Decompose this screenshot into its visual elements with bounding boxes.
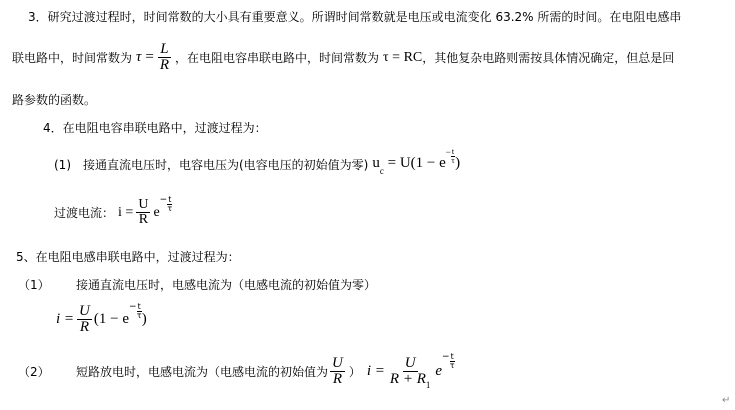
exp-minus: − xyxy=(442,352,450,362)
fraction-denominator: R xyxy=(332,371,343,387)
section4-heading: 4．在电阻电容串联电路中，过渡过程为： xyxy=(43,121,267,135)
uc-subscript: c xyxy=(379,166,384,176)
fraction-numerator: U xyxy=(79,303,90,319)
r1-subscript: 1 xyxy=(425,380,431,390)
exp-minus: − xyxy=(129,302,137,312)
item2-close: ） xyxy=(348,364,361,379)
section3-line1: 3．研究过渡过程时，时间常数的大小具有重要意义。所谓时间常数就是电压或电流变化 63.2% 所需的时间。在电阻电感串 xyxy=(28,10,682,24)
section4-item1 xyxy=(54,147,461,176)
denominator-text: R + R xyxy=(389,371,426,387)
fraction-denominator: R xyxy=(138,212,149,227)
exp-numerator: t xyxy=(450,352,454,361)
exp-denominator: τ xyxy=(449,361,455,370)
eq1-exponent xyxy=(129,303,142,320)
fraction-numerator: U xyxy=(332,355,343,371)
item1-label: （1） xyxy=(18,278,50,292)
paragraph-mark: ↵ xyxy=(722,395,731,406)
section3-line3: 路参数的函数。 xyxy=(12,93,97,107)
item2-text: 短路放电时，电感电流为（电感电流的初始值为 xyxy=(76,364,329,379)
section5-eq1 xyxy=(56,304,147,335)
section3-line2 xyxy=(12,42,674,73)
line2-mid: ，在电阻电容串联电路中，时间常数为 xyxy=(175,50,380,65)
exp-numerator: t xyxy=(451,147,455,156)
section5-heading: 5、在电阻电感串联电路中，过渡过程为： xyxy=(16,250,240,264)
fraction-numerator: U xyxy=(138,197,149,212)
u-over-r-plus-r1-fraction xyxy=(388,355,432,390)
exp-numerator: t xyxy=(137,302,141,311)
fraction-denominator xyxy=(388,371,432,390)
uc-equation xyxy=(372,147,461,176)
exp-minus: − xyxy=(159,195,168,205)
eq1-close: ) xyxy=(141,311,147,327)
item1-text: 接通直流电压时，电感电流为（电感电流的初始值为零） xyxy=(76,278,377,292)
exp-denominator: τ xyxy=(136,311,142,320)
equals-sign: = xyxy=(145,49,154,65)
eq1-lhs: i = xyxy=(56,311,75,327)
u-over-r-fraction xyxy=(77,304,92,335)
tau-symbol: τ xyxy=(136,49,142,65)
fraction-denominator: R xyxy=(79,319,90,335)
fraction-numerator: L xyxy=(160,41,169,57)
section5-item1 xyxy=(18,279,376,291)
section5-item2 xyxy=(18,352,455,390)
line2-suffix: ，其他复杂电路则需按具体情况确定，但总是回 xyxy=(422,50,675,65)
exp-denominator: τ xyxy=(451,156,455,165)
uc-exponent xyxy=(445,147,455,165)
exp-base: e xyxy=(435,363,443,379)
tau-rc-formula: τ = RC xyxy=(383,49,423,65)
exp-denominator: τ xyxy=(167,204,173,213)
eq2-lhs: i = xyxy=(366,363,385,379)
u-over-r-fraction xyxy=(330,356,345,387)
exp-numerator: t xyxy=(168,195,172,204)
exp-minus: − xyxy=(445,147,451,157)
l-over-r-fraction xyxy=(158,42,171,73)
current-label: 过渡电流： xyxy=(54,205,115,220)
fraction-numerator: U xyxy=(404,355,416,371)
uc-symbol: u xyxy=(372,155,380,171)
line2-prefix: 联电路中，时间常数为 xyxy=(12,50,133,65)
u-over-r-fraction xyxy=(136,198,150,227)
current-lhs: i = xyxy=(118,204,134,220)
uc-close: ) xyxy=(455,155,461,171)
item1-label: (1) xyxy=(54,157,71,172)
eq1-rhs: (1 − e xyxy=(93,311,130,327)
section4-current xyxy=(54,195,173,227)
fraction-denominator: R xyxy=(159,57,170,73)
item2-label: （2） xyxy=(18,364,50,379)
exp-base: e xyxy=(153,204,160,220)
eq2-exponent xyxy=(442,353,455,370)
current-exponent xyxy=(160,196,173,213)
uc-rhs: = U(1 − e xyxy=(387,155,446,171)
item1-text: 接通直流电压时，电容电压为(电容电压的初始值为零) xyxy=(83,157,369,172)
